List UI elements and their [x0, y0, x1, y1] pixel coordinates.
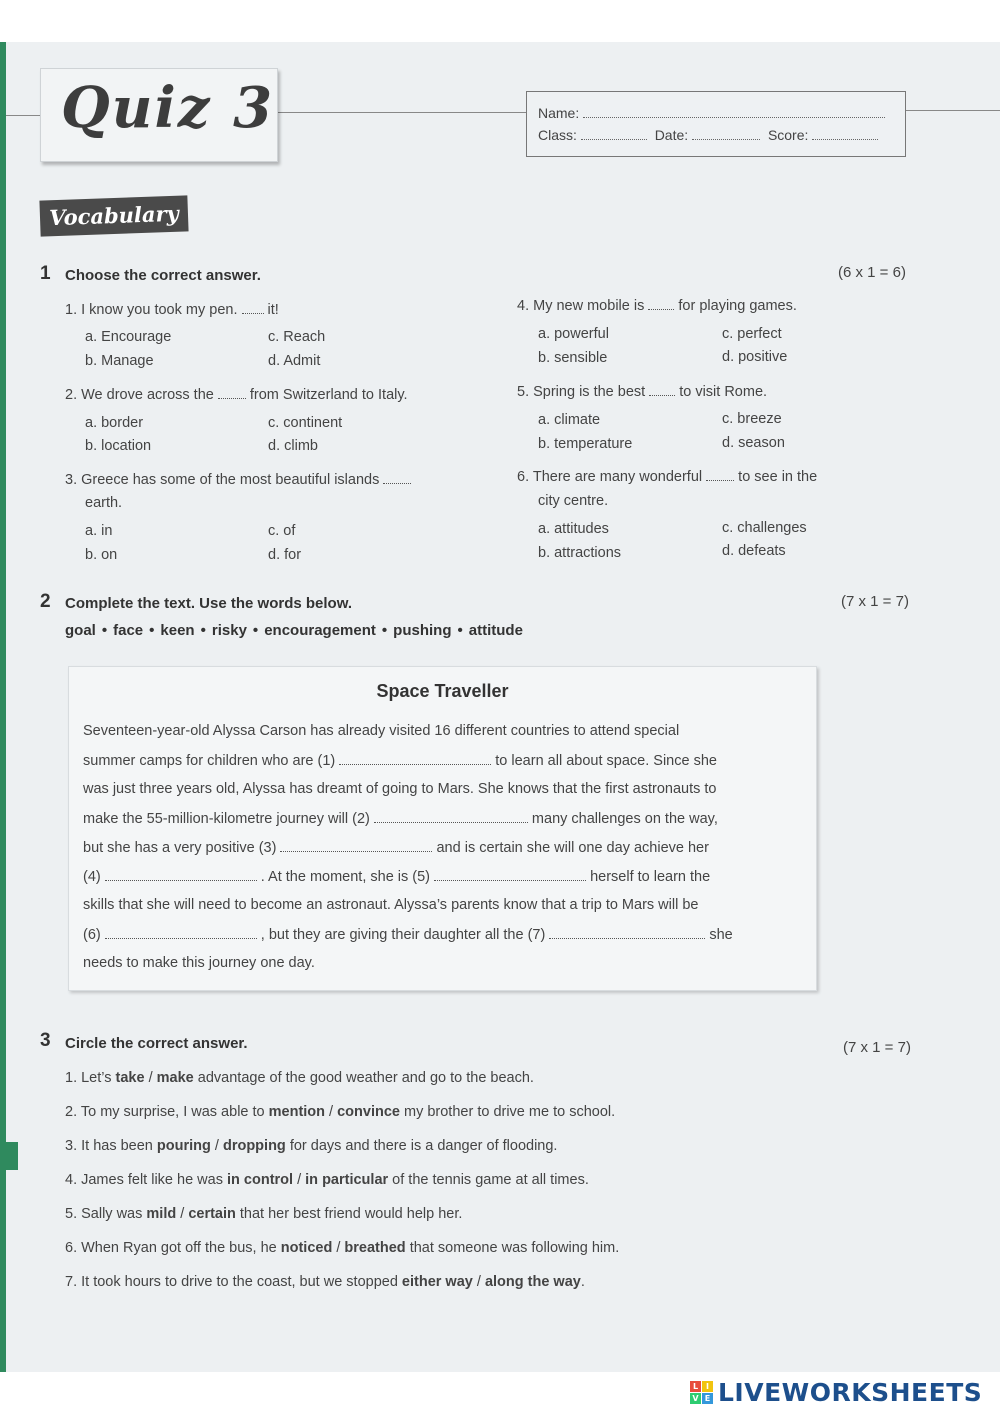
ex1-question-4: [517, 297, 797, 314]
ex3-separator: /: [293, 1172, 306, 1188]
word-keen: keen: [160, 622, 195, 639]
class-field[interactable]: [581, 127, 647, 140]
text-line-8: [83, 926, 733, 943]
ex1-q6-option-c[interactable]: c. challenges: [722, 520, 807, 536]
text-line-9: needs to make this journey one day.: [83, 955, 315, 971]
text-segment: to learn all about space. Since she: [491, 753, 717, 769]
name-label: Name:: [538, 105, 580, 121]
ex3-option-2[interactable]: along the way: [484, 1274, 581, 1290]
word-encouragement: encouragement: [264, 622, 376, 639]
logo-letter: I: [702, 1381, 713, 1392]
text-segment: , but they are giving their daughter all the (7): [256, 927, 550, 943]
ex1-q3-option-d[interactable]: d. for: [268, 547, 302, 563]
ex1-q1-option-d[interactable]: d. Admit: [268, 353, 321, 369]
ex1-q4-stem-end: for playing games.: [674, 298, 797, 314]
ex1-q1-blank: [242, 301, 264, 314]
exercise-2-heading: Complete the text. Use the words below.: [65, 595, 352, 612]
reading-title: Space Traveller: [376, 681, 509, 701]
text-segment: and is certain she will one day achieve her: [432, 840, 709, 856]
ex3-separator: /: [325, 1104, 338, 1120]
word-separator: •: [457, 622, 463, 639]
ex3-separator: /: [144, 1070, 157, 1086]
ex3-option-1[interactable]: take: [115, 1070, 145, 1086]
ex1-question-5: [517, 383, 767, 400]
text-segment: . At the moment, she is (5): [256, 869, 435, 885]
top-margin: [0, 0, 1000, 42]
student-info-box: [526, 91, 906, 157]
ex1-q2-blank: [218, 386, 246, 399]
ex1-question-3: [65, 471, 411, 488]
ex3-option-2[interactable]: convince: [337, 1104, 400, 1120]
ex3-option-1[interactable]: noticed: [280, 1240, 333, 1256]
text-segment: make the 55-million-kilometre journey will (2): [83, 811, 374, 827]
ex3-separator: /: [332, 1240, 345, 1256]
ex1-q5-option-a[interactable]: a. climate: [538, 412, 601, 428]
ex1-q2-option-c[interactable]: c. continent: [268, 415, 343, 431]
gap-5-input[interactable]: [434, 868, 586, 881]
ex1-question-2: [65, 386, 408, 403]
ex1-q3-option-a[interactable]: a. in: [85, 523, 113, 539]
ex3-option-1[interactable]: in control: [227, 1172, 294, 1188]
logo-letter: V: [690, 1393, 701, 1404]
text-line-2: [83, 752, 717, 769]
ex1-q4-blank: [648, 297, 674, 310]
text-segment: (6): [83, 927, 105, 943]
ex3-option-2[interactable]: make: [156, 1070, 194, 1086]
text-segment: but she has a very positive (3): [83, 840, 281, 856]
exercise-3-number: 3: [40, 1030, 51, 1051]
ex1-q6-blank: [706, 468, 734, 481]
ex1-q5-option-c[interactable]: c. breeze: [722, 411, 782, 427]
quiz-title: Quiz 3: [61, 75, 275, 141]
header-rule-right: [905, 110, 1000, 111]
ex1-q6-option-d[interactable]: d. defeats: [722, 543, 786, 559]
text-line-5: [83, 839, 709, 856]
ex1-q4-option-a[interactable]: a. powerful: [538, 326, 609, 342]
ex1-q6-stem: 6. There are many wonderful: [517, 469, 707, 485]
word-face: face: [113, 622, 144, 639]
ex1-q1-stem-end: it!: [263, 302, 279, 318]
liveworksheets-brand: LIVEWORKSHEETS: [718, 1378, 983, 1407]
ex1-q1-option-b[interactable]: b. Manage: [85, 353, 154, 369]
ex1-q5-blank: [649, 383, 675, 396]
name-row: [538, 105, 885, 121]
ex3-text: 7. It took hours to drive to the coast, but we stopped: [65, 1274, 402, 1290]
header-rule-left: [6, 115, 42, 116]
ex1-q6-stem-cont: city centre.: [538, 493, 609, 509]
ex3-separator: /: [472, 1274, 485, 1290]
ex1-q3-stem: 3. Greece has some of the most beautiful islands: [65, 472, 384, 488]
ex1-q2-stem: 2. We drove across the: [65, 387, 218, 403]
word-goal: goal: [65, 622, 96, 639]
gap-2-input[interactable]: [374, 810, 528, 823]
ex1-q4-option-d[interactable]: d. positive: [722, 349, 788, 365]
ex1-q2-stem-end: from Switzerland to Italy.: [245, 387, 408, 403]
ex3-text: 3. It has been: [65, 1138, 157, 1154]
exercise-3-heading: Circle the correct answer.: [65, 1035, 248, 1052]
word-separator: •: [252, 622, 259, 639]
ex1-q5-option-d[interactable]: d. season: [722, 435, 785, 451]
ex1-q2-option-b[interactable]: b. location: [85, 438, 152, 454]
word-risky: risky: [211, 622, 247, 639]
ex1-q3-option-b[interactable]: b. on: [85, 547, 118, 563]
ex3-text: my brother to drive me to school.: [399, 1104, 616, 1120]
ex1-q3-blank: [383, 471, 411, 484]
ex3-option-1[interactable]: mild: [146, 1206, 177, 1222]
logo-letter: E: [702, 1393, 713, 1404]
ex3-option-1[interactable]: mention: [268, 1104, 326, 1120]
ex1-q5-option-b[interactable]: b. temperature: [538, 436, 633, 452]
ex1-q6-option-a[interactable]: a. attitudes: [538, 521, 609, 537]
ex3-text: of the tennis game at all times.: [388, 1172, 589, 1188]
ex3-item-6: [65, 1240, 619, 1256]
ex3-text: that someone was following him.: [405, 1240, 620, 1256]
exercise-2-number: 2: [40, 591, 51, 612]
exercise-1-heading: Choose the correct answer.: [65, 267, 261, 284]
name-field[interactable]: [583, 105, 885, 118]
quiz-title-box: [40, 68, 278, 162]
ex3-separator: /: [176, 1206, 189, 1222]
class-label: Class:: [538, 127, 577, 143]
ex3-text: 1. Let’s: [65, 1070, 116, 1086]
text-line-6: [83, 868, 710, 885]
ex3-text: 6. When Ryan got off the bus, he: [65, 1240, 281, 1256]
page-edge-tab: [6, 1142, 18, 1170]
ex1-q1-stem: 1. I know you took my pen.: [65, 302, 242, 318]
word-separator: •: [149, 622, 155, 639]
ex3-option-1[interactable]: either way: [401, 1274, 473, 1290]
ex3-item-5: [65, 1206, 462, 1222]
word-pushing: pushing: [393, 622, 452, 639]
ex3-item-7: [65, 1274, 585, 1290]
ex1-q1-option-c[interactable]: c. Reach: [268, 329, 326, 345]
liveworksheets-logo-icon: [690, 1381, 714, 1405]
reading-text-box: [68, 666, 817, 991]
ex3-item-4: [65, 1172, 589, 1188]
exercise-3-score: (7 x 1 = 7): [843, 1039, 911, 1056]
text-line-3: was just three years old, Alyssa has dreamt of going to Mars. She knows that the first astronauts to: [83, 781, 717, 797]
score-label: Score:: [767, 127, 809, 143]
ex3-option-2[interactable]: certain: [188, 1206, 236, 1222]
ex3-item-3: [65, 1138, 557, 1154]
ex1-q6-stem-end: to see in the: [734, 469, 818, 485]
ex3-item-2: [65, 1104, 615, 1120]
ex3-text: for days and there is a danger of flooding.: [285, 1138, 558, 1154]
text-segment: (4): [83, 869, 105, 885]
ex3-text: .: [580, 1274, 585, 1290]
ex1-q5-stem-end: to visit Rome.: [675, 384, 768, 400]
text-segment: herself to learn the: [586, 869, 711, 885]
word-separator: •: [381, 622, 388, 639]
ex1-q6-option-b[interactable]: b. attractions: [538, 545, 622, 561]
word-separator: •: [101, 622, 108, 639]
date-label: Date:: [654, 127, 689, 143]
ex1-q3-stem-cont: earth.: [85, 495, 123, 511]
text-line-7: skills that she will need to become an astronaut. Alyssa’s parents know that a trip to Mars will be: [83, 897, 699, 913]
ex1-q4-stem: 4. My new mobile is: [517, 298, 649, 314]
section-tag-vocabulary: Vocabulary: [39, 195, 188, 236]
ex1-q4-option-b[interactable]: b. sensible: [538, 350, 608, 366]
exercise-2-score: (7 x 1 = 7): [841, 593, 909, 610]
text-segment: summer camps for children who are (1): [83, 753, 340, 769]
text-line-1: Seventeen-year-old Alyssa Carson has already visited 16 different countries to attend special: [83, 723, 680, 739]
ex3-text: that her best friend would help her.: [235, 1206, 463, 1222]
gap-3-input[interactable]: [280, 839, 432, 852]
ex3-option-1[interactable]: pouring: [156, 1138, 211, 1154]
gap-1-input[interactable]: [339, 752, 491, 765]
text-line-4: [83, 810, 718, 827]
gap-7-input[interactable]: [549, 926, 705, 939]
liveworksheets-footer: [690, 1376, 995, 1410]
word-attitude: attitude: [468, 622, 523, 639]
ex3-text: 4. James felt like he was: [65, 1172, 227, 1188]
ex3-option-2[interactable]: in particular: [305, 1172, 389, 1188]
ex1-q1-option-a[interactable]: a. Encourage: [85, 329, 172, 345]
text-segment: many challenges on the way,: [527, 811, 718, 827]
ex1-q2-option-d[interactable]: d. climb: [268, 438, 318, 454]
ex3-text: 2. To my surprise, I was able to: [65, 1104, 269, 1120]
header-rule-middle: [277, 112, 526, 113]
word-bank: [65, 622, 523, 639]
ex1-question-1: [65, 301, 279, 318]
ex1-q3-option-c[interactable]: c. of: [268, 523, 296, 539]
text-segment: she: [705, 927, 733, 943]
ex3-item-1: [65, 1070, 534, 1086]
ex3-option-2[interactable]: dropping: [222, 1138, 286, 1154]
word-separator: •: [200, 622, 206, 639]
ex1-q4-option-c[interactable]: c. perfect: [722, 326, 782, 342]
exercise-1-score: (6 x 1 = 6): [838, 264, 906, 281]
gap-4-input[interactable]: [105, 868, 257, 881]
date-field[interactable]: [692, 127, 760, 140]
logo-letter: L: [690, 1381, 701, 1392]
exercise-1-number: 1: [40, 263, 51, 284]
gap-6-input[interactable]: [105, 926, 257, 939]
ex1-q5-stem: 5. Spring is the best: [517, 384, 650, 400]
ex3-option-2[interactable]: breathed: [344, 1240, 406, 1256]
score-field[interactable]: [812, 127, 878, 140]
ex3-text: 5. Sally was: [65, 1206, 147, 1222]
ex3-separator: /: [210, 1138, 223, 1154]
class-date-score-row: [538, 127, 878, 143]
ex3-text: advantage of the good weather and go to the beach.: [193, 1070, 534, 1086]
ex1-question-6: [517, 468, 817, 485]
ex1-q2-option-a[interactable]: a. border: [85, 415, 144, 431]
